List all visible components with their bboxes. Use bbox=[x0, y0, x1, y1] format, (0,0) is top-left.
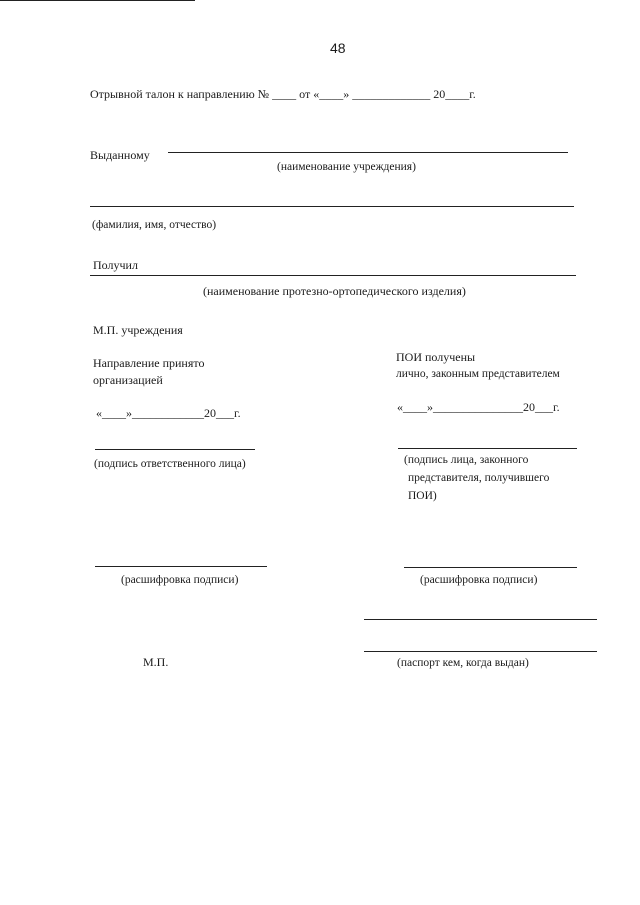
left-date: «____»____________20___г. bbox=[96, 406, 241, 420]
right-line2: лично, законным представителем bbox=[396, 368, 560, 380]
heading: Отрывной талон к направлению № ____ от «____» _____________ 20____г. bbox=[90, 87, 476, 101]
fio-line[interactable] bbox=[90, 206, 574, 207]
page-number: 48 bbox=[330, 40, 346, 56]
right-sign-caption-3: ПОИ) bbox=[408, 490, 437, 502]
right-decode-caption: (расшифровка подписи) bbox=[420, 574, 538, 586]
right-sign-caption-2: представителя, получившего bbox=[408, 472, 550, 484]
right-line1: ПОИ получены bbox=[396, 350, 476, 364]
issued-label: Выданному bbox=[90, 148, 150, 162]
top-rule bbox=[0, 0, 195, 1]
left-sign-caption: (подпись ответственного лица) bbox=[94, 458, 246, 470]
right-sign-line[interactable] bbox=[398, 448, 577, 449]
issued-line[interactable] bbox=[168, 152, 568, 153]
stamp-institution: М.П. учреждения bbox=[93, 323, 183, 337]
passport-line-1[interactable] bbox=[364, 619, 597, 620]
left-decode-caption: (расшифровка подписи) bbox=[121, 574, 239, 586]
left-line2: организацией bbox=[93, 373, 163, 387]
received-caption: (наименование протезно-ортопедического изделия) bbox=[203, 284, 466, 298]
right-decode-line[interactable] bbox=[404, 567, 577, 568]
received-label: Получил bbox=[93, 258, 138, 272]
right-date: «____»_______________20___г. bbox=[397, 400, 560, 414]
right-sign-caption-1: (подпись лица, законного bbox=[404, 454, 529, 466]
issued-caption: (наименование учреждения) bbox=[277, 161, 416, 173]
passport-caption: (паспорт кем, когда выдан) bbox=[397, 657, 529, 669]
passport-line-2[interactable] bbox=[364, 651, 597, 652]
left-decode-line[interactable] bbox=[95, 566, 267, 567]
left-stamp: М.П. bbox=[143, 655, 169, 669]
fio-caption: (фамилия, имя, отчество) bbox=[92, 219, 217, 231]
received-line[interactable] bbox=[90, 275, 576, 276]
left-line1: Направление принято bbox=[93, 356, 205, 370]
left-sign-line[interactable] bbox=[95, 449, 255, 450]
